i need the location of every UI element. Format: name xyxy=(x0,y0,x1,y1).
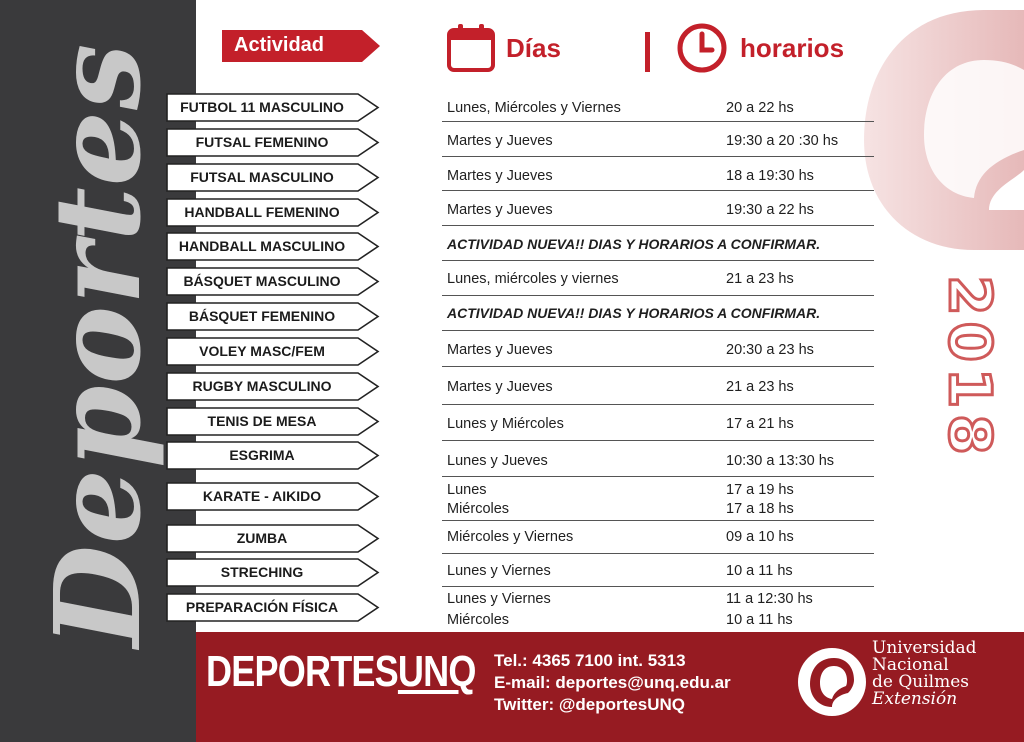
uni-line: Universidad xyxy=(872,638,977,658)
hours-text: 17 a 19 hs xyxy=(726,482,794,498)
days-text: Lunes y Viernes xyxy=(447,591,551,607)
row-divider xyxy=(442,330,874,331)
footer xyxy=(196,632,1024,742)
row-divider xyxy=(442,366,874,367)
activity-name: FUTSAL MASCULINO xyxy=(190,169,334,185)
activity-tag xyxy=(166,302,380,331)
header-days-label: Días xyxy=(506,32,561,63)
days-text: Martes y Jueves xyxy=(447,342,553,358)
activity-tag xyxy=(166,482,380,511)
hours-text: 19:30 a 20 :30 hs xyxy=(726,133,839,149)
sidebar-title: Deportes xyxy=(28,42,167,648)
activity-name: ZUMBA xyxy=(236,530,288,546)
header-hours-label: horarios xyxy=(740,32,845,63)
row-divider xyxy=(442,190,874,191)
brand-main: DEPORTES xyxy=(206,647,398,696)
activity-tag xyxy=(166,372,380,401)
row-divider xyxy=(442,156,874,157)
row-divider xyxy=(442,121,874,122)
activity-tag xyxy=(166,337,380,366)
twitter-link[interactable]: Twitter: @deportesUNQ xyxy=(494,695,685,714)
confirmation-note: ACTIVIDAD NUEVA!! DIAS Y HORARIOS A CONFIRMAR. xyxy=(447,236,821,252)
activity-name: RUGBY MASCULINO xyxy=(192,378,332,394)
activity-tag xyxy=(166,198,380,227)
days-text: Lunes y Miércoles xyxy=(447,416,564,432)
clock-icon xyxy=(676,22,728,74)
activity-tag xyxy=(166,232,380,261)
activity-tag xyxy=(166,593,380,622)
calendar-icon xyxy=(446,22,496,74)
activity-name: VOLEY MASC/FEM xyxy=(199,343,325,359)
row-divider xyxy=(442,440,874,441)
header-days xyxy=(446,22,561,74)
hours-text: 10 a 11 hs xyxy=(726,612,793,628)
activity-name: ESGRIMA xyxy=(229,447,295,463)
hours-text: 17 a 21 hs xyxy=(726,416,794,432)
activity-tag xyxy=(166,267,380,296)
days-text: Miércoles xyxy=(447,612,510,628)
hours-text: 18 a 19:30 hs xyxy=(726,168,814,184)
row-divider xyxy=(442,225,874,226)
activity-name: TENIS DE MESA xyxy=(207,413,317,429)
days-text: Lunes, miércoles y viernes xyxy=(447,271,619,287)
header-activity xyxy=(222,30,380,62)
email-link[interactable]: E-mail: deportes@unq.edu.ar xyxy=(494,673,731,692)
activity-name: BÁSQUET MASCULINO xyxy=(183,273,341,289)
hours-text: 20:30 a 23 hs xyxy=(726,342,814,358)
activity-name: FUTSAL FEMENINO xyxy=(195,134,329,150)
days-text: Martes y Jueves xyxy=(447,133,553,149)
hours-text: 19:30 a 22 hs xyxy=(726,202,814,218)
brand-logo xyxy=(206,647,476,696)
q-watermark-icon xyxy=(864,0,1024,280)
days-text: Martes y Jueves xyxy=(447,202,553,218)
days-text: Miércoles y Viernes xyxy=(447,529,574,545)
header-hours xyxy=(676,22,844,74)
hours-text: 10:30 a 13:30 hs xyxy=(726,453,835,469)
activity-tag xyxy=(166,441,380,470)
row-divider xyxy=(442,476,874,477)
row-divider xyxy=(442,260,874,261)
uni-line: Nacional xyxy=(872,655,949,675)
hours-text: 21 a 23 hs xyxy=(726,271,794,287)
days-text: Martes y Jueves xyxy=(447,379,553,395)
hours-text: 11 a 12:30 hs xyxy=(726,591,813,607)
hours-text: 17 a 18 hs xyxy=(726,501,794,517)
header-divider xyxy=(645,32,650,72)
contact-info xyxy=(494,650,731,716)
row-divider xyxy=(442,553,874,554)
row-divider xyxy=(442,295,874,296)
uni-line: Extensión xyxy=(872,689,958,709)
header-activity-label: Actividad xyxy=(234,34,325,56)
activity-name: HANDBALL FEMENINO xyxy=(184,204,340,220)
activity-name: BÁSQUET FEMENINO xyxy=(188,308,336,324)
uni-line: de Quilmes xyxy=(872,672,970,692)
activity-tag xyxy=(166,93,380,122)
unq-logo-icon xyxy=(794,644,874,724)
activity-tag xyxy=(166,128,380,157)
row-divider xyxy=(442,586,874,587)
activity-tag xyxy=(166,163,380,192)
days-text: Martes y Jueves xyxy=(447,168,553,184)
row-divider xyxy=(442,404,874,405)
hours-text: 20 a 22 hs xyxy=(726,100,794,116)
brand-suffix: UNQ xyxy=(397,647,476,696)
days-text: Lunes, Miércoles y Viernes xyxy=(447,100,621,116)
row-divider xyxy=(442,520,874,521)
days-text: Lunes y Viernes xyxy=(447,563,551,579)
hours-text: 09 a 10 hs xyxy=(726,529,794,545)
hours-text: 21 a 23 hs xyxy=(726,379,794,395)
activity-name: STRECHING xyxy=(220,564,304,580)
days-text: Miércoles xyxy=(447,501,510,517)
activity-tag xyxy=(166,524,380,553)
activity-name: KARATE - AIKIDO xyxy=(202,488,322,504)
activity-tag xyxy=(166,558,380,587)
hours-text: 10 a 11 hs xyxy=(726,563,793,579)
days-text: Lunes y Jueves xyxy=(447,453,548,469)
activity-name: FUTBOL 11 MASCULINO xyxy=(180,99,344,115)
year-label: 2018 xyxy=(936,275,1004,461)
activity-name: HANDBALL MASCULINO xyxy=(178,238,346,254)
days-text: Lunes xyxy=(447,482,487,498)
confirmation-note: ACTIVIDAD NUEVA!! DIAS Y HORARIOS A CONFIRMAR. xyxy=(447,305,821,321)
phone-text: Tel.: 4365 7100 int. 5313 xyxy=(494,651,686,670)
activity-tag xyxy=(166,407,380,436)
activity-name: PREPARACIÓN FÍSICA xyxy=(185,599,339,615)
university-name xyxy=(872,640,977,708)
